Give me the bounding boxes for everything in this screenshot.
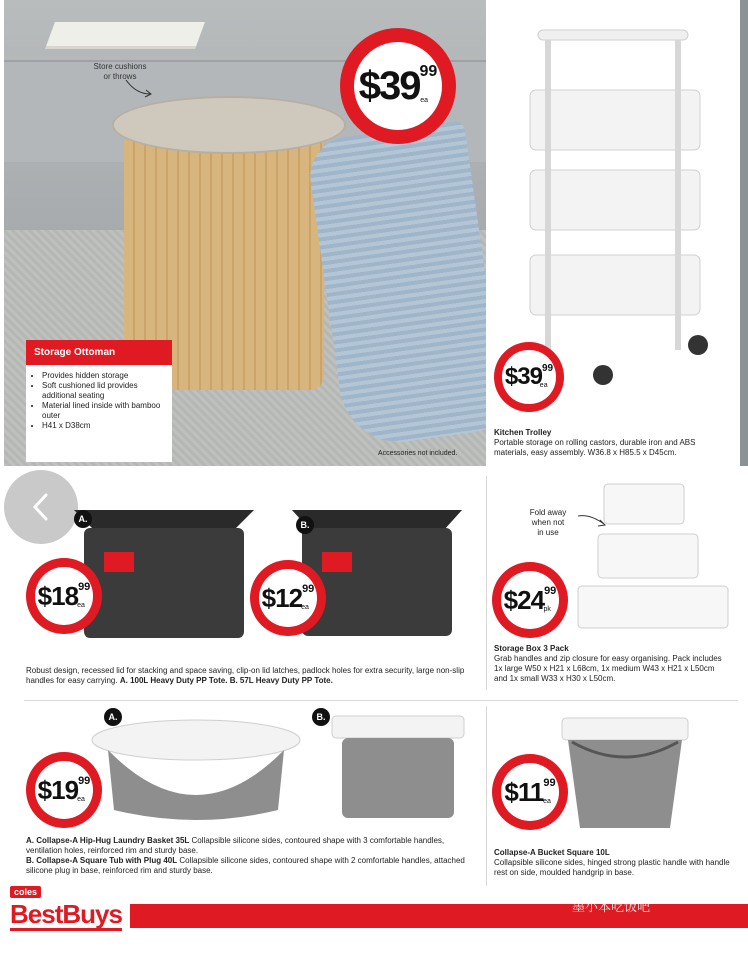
price-unit: ea	[77, 795, 85, 803]
tote-b-price-badge	[250, 560, 326, 636]
basket-b-letter: B.	[312, 708, 330, 726]
totes-panel	[0, 470, 484, 700]
baskets-price-badge	[26, 752, 102, 828]
price-dollars: $18	[37, 581, 79, 611]
bucket-caption	[494, 848, 730, 878]
price-dollars: $11	[504, 777, 544, 807]
price-cents: 99	[419, 62, 438, 80]
watermark: 墨小本吃饭吧	[572, 899, 651, 914]
ottoman-lid	[112, 96, 346, 154]
price-dollars: $39	[504, 363, 542, 390]
storage-box-price-badge	[492, 562, 568, 638]
basket-a-letter: A.	[104, 708, 122, 726]
trolley-price-badge	[494, 342, 564, 412]
basket-a-name: A. Collapse-A Hip-Hug Laundry Basket 35L	[26, 836, 190, 845]
storage-box-panel	[488, 470, 740, 700]
totes-desc: Robust design, recessed lid for stacking and space saving, clip-on lid latches, padlock holes for extra security, large non-slip handles for easy carrying.	[26, 666, 465, 685]
trolley-image	[508, 20, 728, 400]
feature-item: • Soft cushioned lid provides additional seating	[42, 381, 166, 401]
basket-b-desc: Collapsible silicone sides, contoured shape with 2 comfortable handles, attached silicone plug in base, reinforced rim and sturdy base.	[26, 856, 465, 875]
price-dollars: $24	[503, 585, 545, 615]
divider	[24, 700, 738, 701]
book	[45, 22, 205, 49]
price-cents: 99	[544, 585, 557, 598]
bucket-desc: Collapsible silicone sides, hinged strong plastic handle with handle rest on side, moulded handgrip in base.	[494, 858, 730, 877]
divider	[486, 476, 487, 690]
price-cents: 99	[78, 581, 91, 594]
storage-boxes-image	[574, 474, 740, 634]
price-unit: ea	[77, 601, 85, 609]
annotation-arrow	[116, 80, 156, 100]
next-page-edge[interactable]	[740, 0, 748, 466]
bucket-panel	[488, 704, 740, 894]
price-unit: pk	[543, 605, 551, 613]
tote-a-letter: A.	[74, 510, 92, 528]
price-cents: 99	[543, 777, 556, 790]
price-cents: 99	[78, 775, 91, 788]
price-dollars: $12	[261, 583, 303, 613]
ottoman-annotation: Store cushions or throws	[93, 62, 147, 81]
trolley-caption	[494, 428, 724, 458]
divider	[486, 706, 487, 886]
tote-a-name: A. 100L Heavy Duty PP Tote.	[119, 676, 228, 685]
storage-box-desc: Grab handles and zip closure for easy organising. Pack includes 1x large W50 x H21 x L68cm, 1x medium W43 x H21 x L50cm and 1x small W33 x H30 x L50cm.	[494, 654, 722, 683]
ottoman-info-box	[26, 340, 172, 462]
trolley-title: Kitchen Trolley	[494, 428, 552, 437]
tote-b-letter: B.	[296, 516, 314, 534]
baskets-caption	[26, 836, 476, 876]
feature-item: • H41 x D38cm	[42, 421, 166, 431]
feature-item: • Material lined inside with bamboo outer	[42, 401, 166, 421]
price-unit: ea	[420, 97, 429, 105]
price-dollars: $19	[37, 775, 79, 805]
price-unit: ea	[539, 381, 548, 389]
totes-caption	[26, 666, 466, 686]
baskets-panel	[0, 704, 484, 894]
square-tub-image	[328, 712, 468, 824]
storage-box-title: Storage Box 3 Pack	[494, 644, 569, 653]
basket-a-desc: Collapsible silicone sides, contoured shape with 3 comfortable handles, ventilation holes, reinforced rim and sturdy base.	[26, 836, 445, 855]
basket-b-name: B. Collapse-A Square Tub with Plug 40L	[26, 856, 178, 865]
bucket-title: Collapse-A Bucket Square 10L	[494, 848, 610, 857]
feature-item: • Provides hidden storage	[42, 371, 166, 381]
price-unit: ea	[543, 797, 551, 805]
laundry-basket-image	[88, 710, 304, 830]
footer-red-bar	[130, 904, 748, 928]
ottoman-photo	[4, 0, 486, 466]
storage-box-caption	[494, 644, 730, 684]
bestbuys-logo: BestBuys	[10, 899, 122, 929]
trolley-desc: Portable storage on rolling castors, durable iron and ABS materials, easy assembly. W36.8 x H85.5 x D45cm.	[494, 438, 696, 457]
bucket-image	[558, 712, 692, 836]
price-dollars: $39	[358, 64, 420, 108]
ottoman-price-badge	[340, 28, 456, 144]
ottoman-title: Storage Ottoman	[26, 340, 172, 365]
price-unit: ea	[301, 603, 309, 611]
price-cents: 99	[541, 363, 554, 375]
accessories-note: Accessories not included.	[378, 450, 458, 457]
tote-a-price-badge	[26, 558, 102, 634]
coles-logo-small: coles	[10, 886, 41, 898]
trolley-panel	[488, 0, 740, 466]
bucket-price-badge	[492, 754, 568, 830]
price-cents: 99	[302, 583, 315, 596]
tote-b-name: B. 57L Heavy Duty PP Tote.	[229, 676, 333, 685]
ottoman-features	[26, 371, 172, 431]
storage-box-annotation: Fold away when not in use	[529, 508, 567, 537]
